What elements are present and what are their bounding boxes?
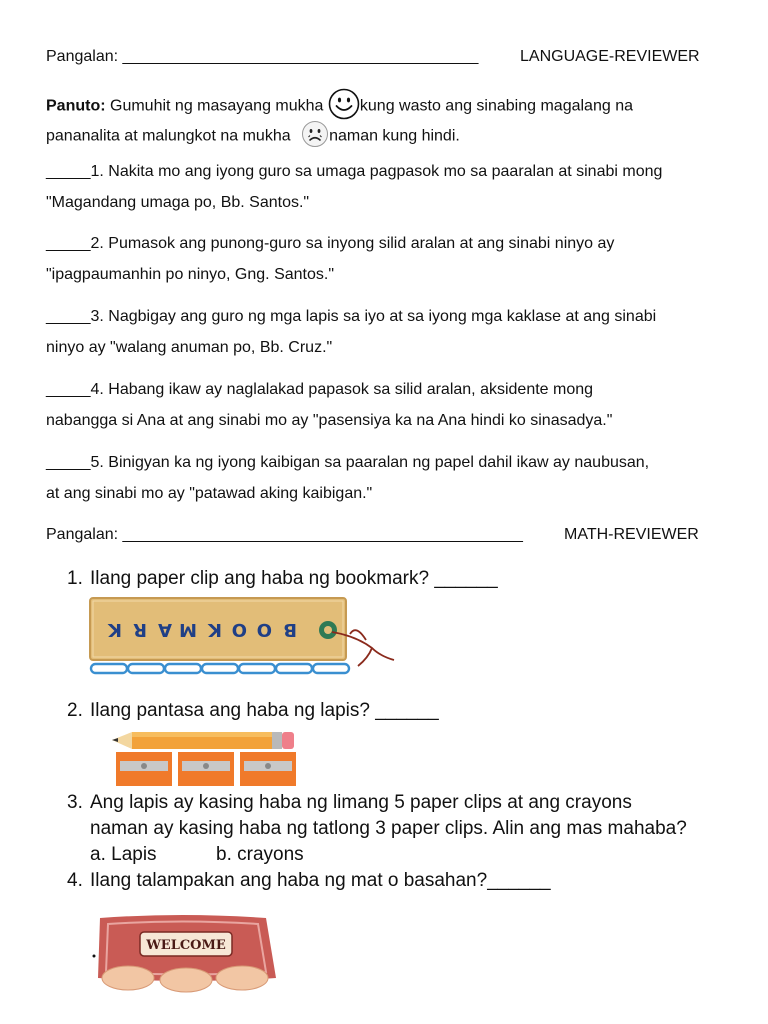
instructions-text-2: kung wasto ang sinabing magalang na	[359, 97, 633, 115]
paper-clips	[91, 664, 349, 673]
svg-text:O: O	[256, 619, 272, 640]
instructions-text-3: pananalita at malungkot na mukha	[46, 127, 291, 145]
math-question-2-text: Ilang pantasa ang haba ng lapis? ______	[90, 700, 439, 721]
sad-face-icon	[301, 120, 329, 153]
math-question-4-number: 4.	[67, 870, 83, 891]
instructions-label: Panuto:	[46, 97, 106, 115]
language-item-5-line-1: _____5. Binigyan ka ng iyong kaibigan sa paaralan ng papel dahil ikaw ay naubusan,	[46, 454, 650, 471]
language-item-1-line-2: "Magandang umaga po, Bb. Santos."	[46, 194, 310, 211]
math-question-3-line-2: naman ay kasing haba ng tatlong 3 paper clips. Alin ang mas mahaba?	[90, 818, 687, 839]
svg-text:M: M	[179, 619, 197, 640]
math-name-line	[46, 526, 523, 544]
language-item-4-line-1: _____4. Habang ikaw ay naglalakad papasok sa silid aralan, aksidente mong	[46, 381, 594, 398]
language-name-label: Pangalan: ________________________________________	[46, 48, 479, 65]
language-item-3-line-1: _____3. Nagbigay ang guro ng mga lapis sa iyo at sa iyong mga kaklase at ang sinabi	[46, 308, 657, 325]
math-reviewer-title: MATH-REVIEWER	[564, 526, 699, 543]
math-question-2-number: 2.	[67, 700, 83, 721]
language-name-line	[46, 48, 478, 66]
welcome-mat-image	[92, 912, 282, 999]
instructions-text-1: Gumuhit ng masayang mukha	[110, 97, 324, 115]
bookmark-paperclip-image	[88, 596, 400, 681]
pencil-shape	[112, 732, 294, 749]
feet-icons	[102, 966, 268, 992]
pencil-sharpener-image	[110, 728, 300, 793]
math-question-1-number: 1.	[67, 568, 83, 589]
language-item-2-line-1: _____2. Pumasok ang punong-guro sa inyong silid aralan at ang sinabi ninyo ay	[46, 235, 615, 252]
mat-word: WELCOME	[146, 938, 226, 953]
math-question-3-option-a: a. Lapis	[90, 844, 157, 865]
svg-text:O: O	[231, 619, 247, 640]
language-reviewer-title: LANGUAGE-REVIEWER	[520, 48, 700, 65]
instructions-text-4: naman kung hindi.	[329, 127, 460, 145]
svg-text:R: R	[133, 619, 147, 640]
math-question-3-option-b: b. crayons	[216, 844, 304, 865]
math-question-4-text: Ilang talampakan ang haba ng mat o basahan?______	[90, 870, 551, 891]
language-item-2-line-2: "ipagpaumanhin po ninyo, Gng. Santos."	[46, 266, 334, 283]
math-name-label: Pangalan: _____________________________________________	[46, 526, 523, 543]
language-item-5-line-2: at ang sinabi mo ay "patawad aking kaibigan."	[46, 485, 373, 502]
language-item-4-line-2: nabangga si Ana at ang sinabi mo ay "pasensiya ka na Ana hindi ko sinasadya."	[46, 412, 613, 429]
math-question-1-text: Ilang paper clip ang haba ng bookmark? ______	[90, 568, 498, 589]
svg-text:K: K	[208, 619, 222, 640]
instructions-line-2	[46, 120, 460, 153]
svg-text:A: A	[158, 619, 172, 640]
math-question-3-number: 3.	[67, 792, 83, 813]
svg-text:B: B	[283, 619, 297, 640]
language-item-1-line-1: _____1. Nakita mo ang iyong guro sa umaga pagpasok mo sa paaralan at sinabi mong	[46, 163, 663, 180]
math-question-3-line-1: Ang lapis ay kasing haba ng limang 5 paper clips at ang crayons	[90, 792, 632, 813]
language-item-3-line-2: ninyo ay "walang anuman po, Bb. Cruz."	[46, 339, 333, 356]
sharpeners	[116, 752, 296, 786]
svg-text:K: K	[108, 619, 122, 640]
